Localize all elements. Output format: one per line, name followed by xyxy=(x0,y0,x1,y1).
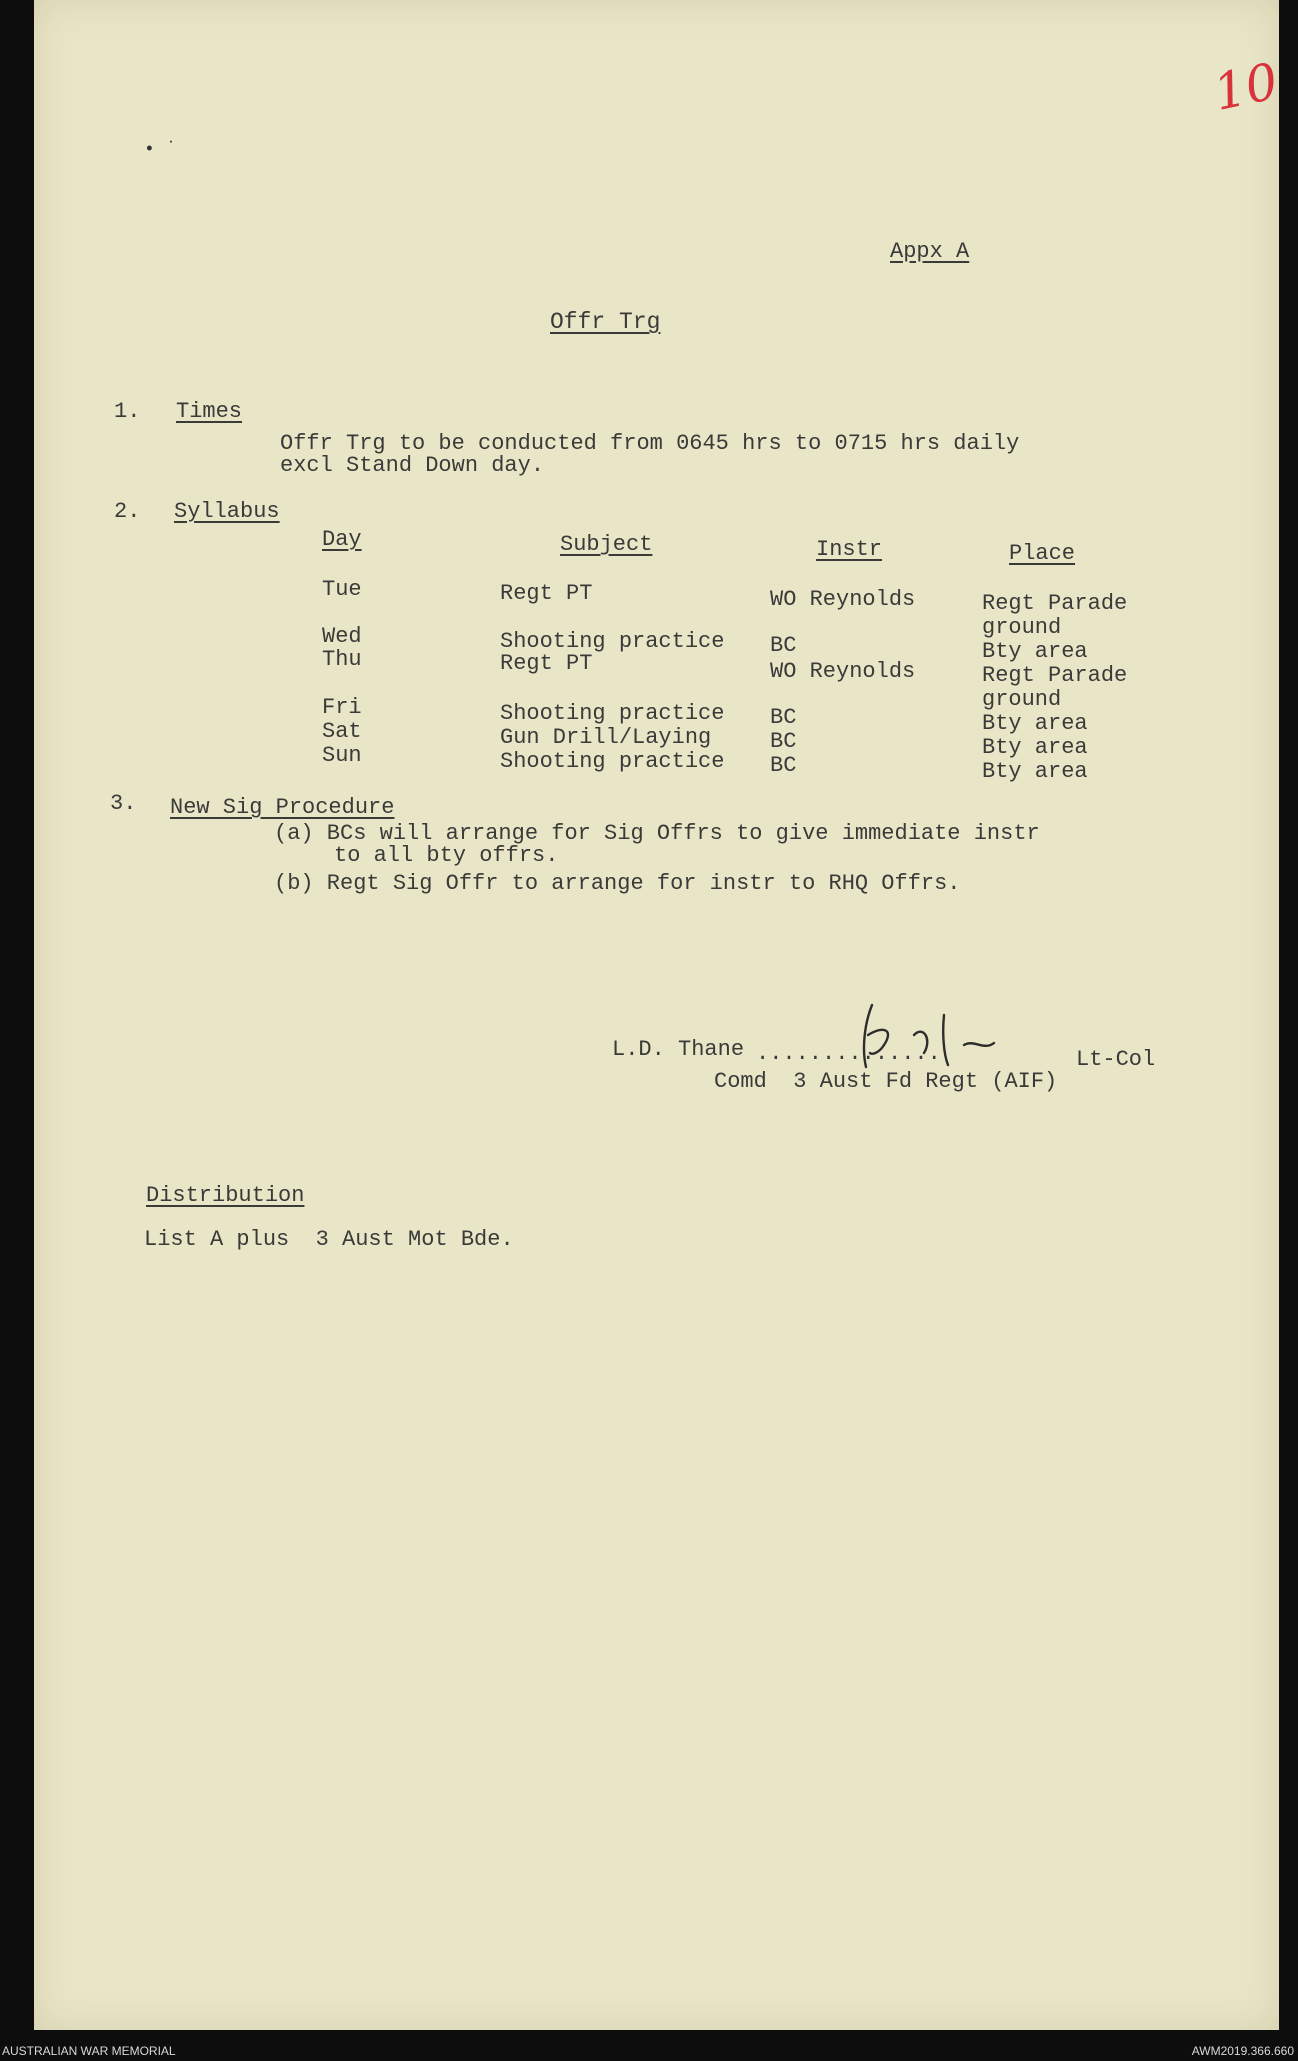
table-cell-subject: Regt PT xyxy=(500,581,593,606)
sig-item-a-line-1: (a) BCs will arrange for Sig Offrs to give immediate instr xyxy=(274,821,1040,846)
distribution-text: List A plus 3 Aust Mot Bde. xyxy=(144,1227,514,1252)
table-cell-instr: BC xyxy=(770,705,797,730)
table-cell-place: Bty area xyxy=(982,639,1088,664)
table-cell-instr: WO Reynolds xyxy=(770,587,916,612)
section-heading-sig: New Sig Procedure xyxy=(170,795,395,820)
column-header-instr: Instr xyxy=(816,537,883,562)
table-cell-place: Bty area xyxy=(982,759,1088,784)
table-cell-day: Thu xyxy=(322,647,362,672)
appendix-label: Appx A xyxy=(890,239,970,264)
table-cell-place: Bty area xyxy=(982,711,1088,736)
page-number: 10 xyxy=(1208,52,1283,122)
column-header-subject: Subject xyxy=(560,532,653,557)
table-cell-instr: WO Reynolds xyxy=(770,659,916,684)
table-cell-instr: BC xyxy=(770,753,797,778)
distribution-heading: Distribution xyxy=(146,1183,305,1208)
table-cell-instr: BC xyxy=(770,729,797,754)
table-cell-subject: Gun Drill/Laying xyxy=(500,725,712,750)
document-sheet xyxy=(34,0,1283,2030)
table-cell-day: Fri xyxy=(322,695,362,720)
table-cell-subject: Shooting practice xyxy=(500,629,725,654)
footer-archive-name: AUSTRALIAN WAR MEMORIAL xyxy=(2,2044,176,2058)
table-cell-subject: Shooting practice xyxy=(500,701,725,726)
mark: • ˙ xyxy=(144,140,177,160)
table-cell-subject: Regt PT xyxy=(500,651,593,676)
table-cell-day: Sat xyxy=(322,719,362,744)
section-number-sig: 3. xyxy=(110,791,137,816)
table-cell-place: Regt Parade xyxy=(982,591,1128,616)
column-header-day: Day xyxy=(322,527,362,552)
table-cell-instr: BC xyxy=(770,633,797,658)
table-cell-day: Sun xyxy=(322,743,362,768)
times-line-2: excl Stand Down day. xyxy=(280,453,545,478)
signatory-appointment: Comd 3 Aust Fd Regt (AIF) xyxy=(714,1069,1058,1094)
column-header-place: Place xyxy=(1009,541,1076,566)
table-cell-subject: Shooting practice xyxy=(500,749,725,774)
times-line-1: Offr Trg to be conducted from 0645 hrs to 0715 hrs daily xyxy=(280,431,1020,456)
signature-dots: .............. xyxy=(756,1041,941,1066)
sig-item-a-line-2: to all bty offrs. xyxy=(334,843,559,868)
section-heading-syllabus: Syllabus xyxy=(174,499,280,524)
signatory-name: L.D. Thane xyxy=(612,1037,745,1062)
table-cell-day: Tue xyxy=(322,577,362,602)
section-heading-times: Times xyxy=(176,399,243,424)
table-cell-day: Wed xyxy=(322,624,362,649)
section-number-syllabus: 2. xyxy=(114,499,141,524)
table-cell-place: Bty area xyxy=(982,735,1088,760)
table-cell-place-cont: ground xyxy=(982,615,1062,640)
page-title: Offr Trg xyxy=(550,309,661,335)
table-cell-place: Regt Parade xyxy=(982,663,1128,688)
signatory-rank: Lt-Col xyxy=(1076,1047,1156,1072)
footer-accession-number: AWM2019.366.660 xyxy=(1191,2044,1294,2058)
section-number-times: 1. xyxy=(114,399,141,424)
table-cell-place-cont: ground xyxy=(982,687,1062,712)
sig-item-b: (b) Regt Sig Offr to arrange for instr to RHQ Offrs. xyxy=(274,871,961,896)
